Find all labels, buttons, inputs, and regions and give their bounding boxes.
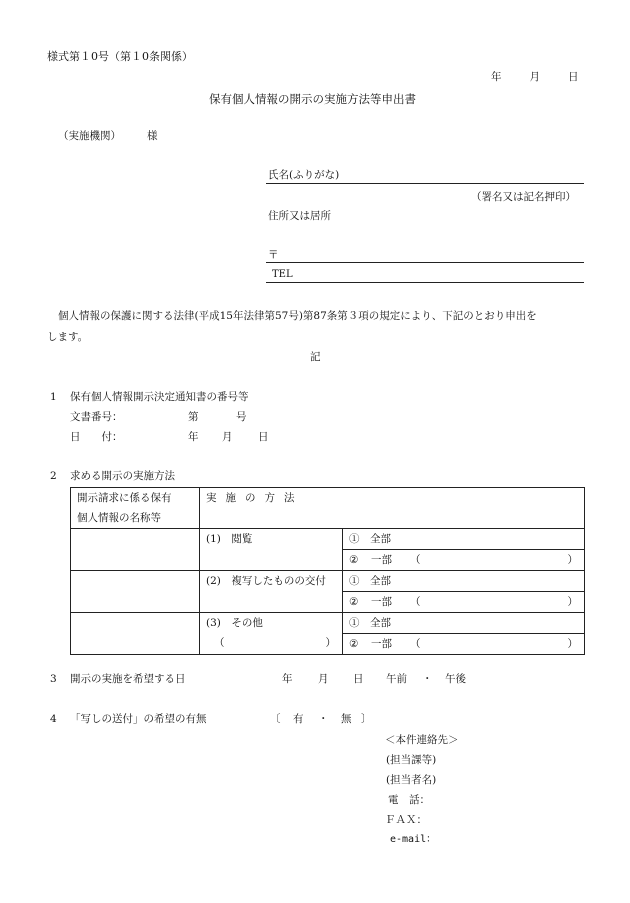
desired-month: 月 [318,673,329,685]
option-partial-number: ② [349,554,359,566]
option-all[interactable]: ① 全部 [349,533,391,545]
option-partial-cell[interactable] [343,634,585,655]
notice-date-day: 日 [258,431,269,443]
date-day: 日 [568,71,579,83]
info-name-cell[interactable] [71,613,200,655]
header-info-name [71,488,200,529]
doc-number-dai: 第 [188,411,199,423]
option-partial[interactable] [349,634,578,654]
yes-no-separator: ・ [318,713,329,725]
table-row [71,613,585,634]
agency-label: （実施機関） [58,130,121,142]
date-fields [491,72,579,83]
method-cell [200,571,343,613]
info-name-cell[interactable] [71,571,200,613]
am-option[interactable]: 午前 [386,673,407,685]
other-method-field[interactable] [206,633,336,653]
address-label: 住所又は居所 [268,210,331,222]
date-month: 月 [529,71,540,83]
info-name-cell[interactable] [71,529,200,571]
bracket-open: 〔 [270,713,281,725]
option-all-cell[interactable] [343,529,585,550]
section2-number: 2 [50,470,57,482]
contact-fax: ＦＡＸ： [385,814,427,826]
body-text-line2: します。 [47,331,89,343]
option-all-cell[interactable] [343,571,585,592]
date-year: 年 [491,71,502,83]
body-text-line1: 個人情報の保護に関する法律(平成15年法律第57号)第87条第３項の規定により、下記のとおり申出を [58,310,537,322]
method-label: (3) その他 [206,617,263,629]
contact-header: ＜本件連絡先＞ [385,734,459,746]
option-partial-cell[interactable] [343,550,585,571]
address-underline [266,262,584,263]
contact-phone: 電 話： [388,794,430,806]
contact-dept: (担当課等) [386,754,437,766]
option-partial-number: ② [349,596,359,608]
section3-title: 開示の実施を希望する日 [70,673,186,685]
contact-person: (担当者名) [386,774,437,786]
section3-number: 3 [50,673,57,685]
option-partial-paren-open: （ [410,638,421,650]
desired-year: 年 [282,673,293,685]
notice-date-label: 日 付： [70,431,123,443]
method-cell [200,529,343,571]
notice-date-month: 月 [222,431,233,443]
name-underline [266,183,584,184]
header-method-label: 実施の方法 [206,492,304,504]
option-partial-paren-open: （ [410,596,421,608]
option-all-cell[interactable] [343,613,585,634]
header-method [200,488,585,529]
section1-number: 1 [50,391,57,403]
option-partial-paren-close: ） [567,596,578,608]
name-label: 氏名(ふりがな) [268,169,340,181]
section1-title: 保有個人情報開示決定通知書の番号等 [70,391,249,403]
header-info-name-line1: 開示請求に係る保有 [77,492,172,504]
document-title: 保有個人情報の開示の実施方法等申出書 [209,92,416,106]
option-partial-cell[interactable] [343,592,585,613]
form-id: 様式第１0号（第１0条関係） [47,50,193,63]
header-info-name-line2: 個人情報の名称等 [77,512,161,524]
am-pm-separator: ・ [422,673,433,685]
seal-note: （署名又は記名押印） [471,191,576,203]
method-label: (1) 閲覧 [206,533,253,545]
section4-number: 4 [50,713,57,725]
other-paren-close: ） [325,637,336,649]
no-option[interactable]: 無 [341,713,352,725]
option-partial-text: 一部 [371,554,392,566]
method-cell [200,613,343,655]
doc-number-go: 号 [236,411,247,423]
option-partial[interactable] [349,592,578,612]
tel-underline [266,282,584,283]
doc-number-label: 文書番号： [70,411,123,423]
notice-date-year: 年 [188,431,199,443]
bracket-close: 〕 [361,713,372,725]
other-paren-open: （ [214,637,225,649]
tel-label: TEL [272,269,293,280]
ki-heading: 記 [310,351,321,363]
option-partial-paren-close: ） [567,554,578,566]
contact-email: e-mail： [390,834,437,845]
section2-title: 求める開示の実施方法 [70,470,175,482]
option-partial-text: 一部 [371,638,392,650]
table-row [71,529,585,550]
pm-option[interactable]: 午後 [445,673,466,685]
option-partial-paren-open: （ [410,554,421,566]
option-partial[interactable] [349,550,578,570]
method-label: (2) 複写したものの交付 [206,575,326,587]
postal-mark: 〒 [268,249,279,261]
section4-title: 「写しの送付」の希望の有無 [70,713,207,725]
option-partial-number: ② [349,638,359,650]
option-all[interactable]: ① 全部 [349,617,391,629]
table-header-row [71,488,585,529]
disclosure-method-table [70,487,585,655]
option-partial-text: 一部 [371,596,392,608]
yes-option[interactable]: 有 [293,713,304,725]
table-row [71,571,585,592]
honorific: 様 [147,130,158,142]
desired-day: 日 [353,673,364,685]
option-partial-paren-close: ） [567,638,578,650]
option-all[interactable]: ① 全部 [349,575,391,587]
